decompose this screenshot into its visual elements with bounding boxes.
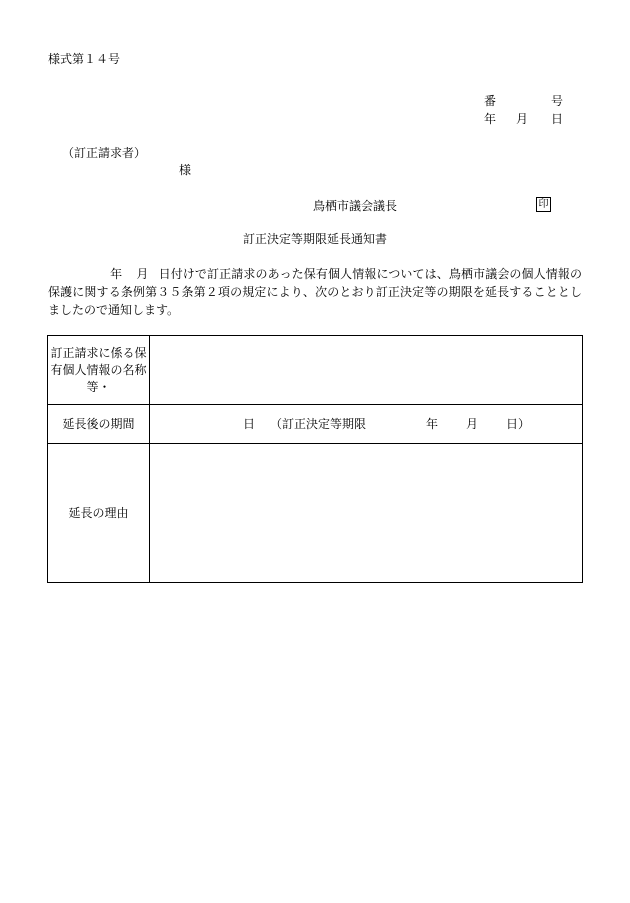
- chairman-name: 鳥栖市議会議長: [313, 199, 398, 213]
- extension-reason-label: 延長の理由: [48, 444, 150, 583]
- deadline-label: （訂正決定等期限: [270, 417, 367, 431]
- extended-period-field[interactable]: [150, 405, 583, 444]
- number-label-go: 号: [551, 94, 564, 108]
- period-day-label: 日: [243, 417, 256, 431]
- info-name-label: 訂正請求に係る保有個人情報の名称等・: [48, 336, 150, 405]
- date-year-label: 年: [484, 112, 497, 126]
- info-name-field[interactable]: [150, 336, 583, 405]
- document-title: 訂正決定等期限延長通知書: [242, 232, 387, 246]
- notice-body: [48, 265, 582, 319]
- number-label-ban: 番: [484, 94, 497, 108]
- honorific-sama: 様: [179, 163, 192, 177]
- requester-label: （訂正請求者）: [62, 146, 147, 160]
- extended-period-label: 延長後の期間: [48, 405, 150, 444]
- seal-icon: 印: [536, 197, 551, 212]
- form-number: 様式第１４号: [48, 52, 121, 66]
- body-month-label: 月: [136, 267, 149, 281]
- deadline-year-label: 年: [426, 417, 439, 431]
- date-day-label: 日: [551, 112, 564, 126]
- extension-reason-field[interactable]: [150, 444, 583, 583]
- date-month-label: 月: [516, 112, 529, 126]
- body-year-label: 年: [110, 267, 123, 281]
- deadline-day-label: 日）: [506, 417, 531, 431]
- body-text: 日付けで訂正請求のあった保有個人情報については、鳥栖市議会の個人情報の保護に関する条例第３５条第２項の規定により、次のとおり訂正決定等の期限を延長することとしましたので通知します。: [48, 267, 582, 317]
- notice-table: [47, 335, 583, 583]
- deadline-month-label: 月: [466, 417, 479, 431]
